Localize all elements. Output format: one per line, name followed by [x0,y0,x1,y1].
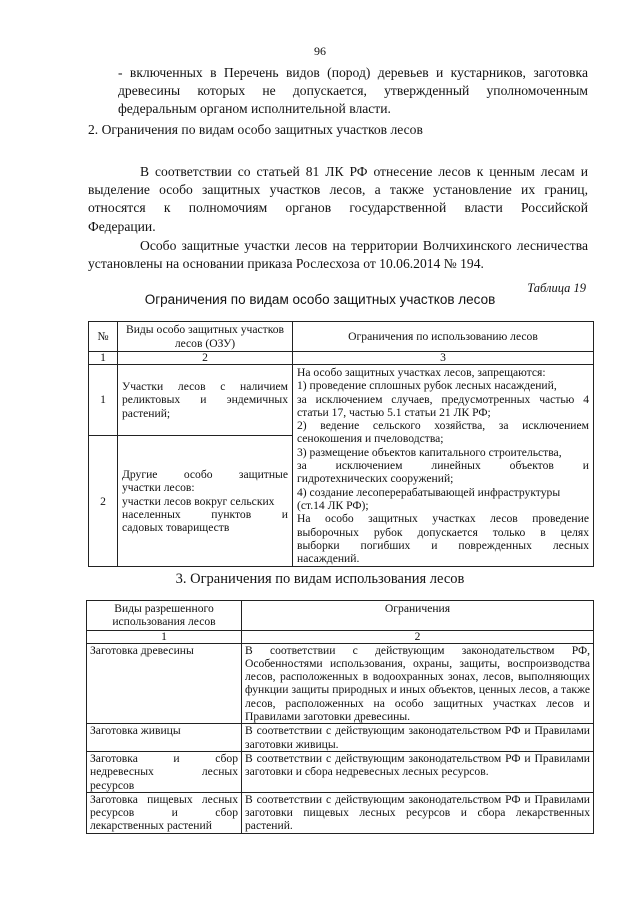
section2-heading: 2. Ограничения по видам особо защитных участков лесов [88,122,423,137]
paragraph-line: В соответствии со статьей 81 ЛК РФ отнесение лесов к ценным лесам и [140,164,588,179]
use-kind: Заготовка и сбор недревесных лесных ресурсов [87,751,242,792]
use-kind: Заготовка древесины [87,643,242,724]
table-header-row [89,322,594,352]
paragraph-line: установлены на основании приказа Рослесхоза от 10.06.2014 № 194. [88,256,484,272]
paragraph-line: Особо защитные участки лесов на территории Волчихинского лесничества [140,238,588,253]
paragraph-line: выделение особо защитных участков лесов, а также установление их границ, [88,182,588,198]
restriction-line: 3) размещение объектов капитального строительства, [297,445,562,459]
column-number: 1 [89,352,118,365]
table-row [89,365,594,436]
table19-title: Ограничения по видам особо защитных участков лесов [144,292,496,307]
restriction-line: 4) создание лесоперерабатывающей инфраструктуры [297,485,561,499]
column-number: 2 [242,630,594,643]
table-row [87,724,594,752]
ozu-type [118,436,293,567]
table-20 [86,600,594,834]
use-restriction: В соответствии с действующим законодательством РФ и Правилами заготовки живицы. [242,724,594,752]
column-number: 3 [293,352,594,365]
restriction-line: сенокошения и пчеловодства; [297,432,444,446]
restriction-line: выборочных рубок допускается только в целях [297,525,589,539]
use-restriction: В соответствии с действующим законодательством РФ и Правилами заготовки пищевых лесных ресурсов и сбора лекарственных растений. [242,792,594,833]
intro-line: федеральным органом исполнительной власти. [118,101,391,117]
table-19 [88,321,594,567]
intro-line: древесины которых не допускается, утвержденный уполномоченным [118,83,588,99]
ozu-type-line: участки лесов вокруг сельских [122,494,275,508]
ozu-type-line: участки лесов: [122,481,195,495]
restriction-line: статьи 17, частью 5.1 статьи 21 ЛК РФ; [297,405,491,419]
column-number: 1 [87,630,242,643]
ozu-type-line: населенных пунктов и [122,508,288,521]
ozu-type: Участки лесов с наличием реликтовых и эндемичных растений; [118,365,293,436]
restriction-line: выборки погибших и поврежденных лесных [297,538,589,552]
intro-line: - включенных в Перечень видов (пород) деревьев и кустарников, заготовка [118,65,588,80]
header-ozu-type: Виды особо защитных участков лесов (ОЗУ) [118,322,293,352]
table-header-row [87,601,594,631]
section2-paragraph1 [88,163,588,236]
restriction-line: 2) ведение сельского хозяйства, за исключением [297,419,589,433]
table-row [87,643,594,724]
column-number-row [87,630,594,643]
section2-paragraph2 [88,237,588,273]
restriction-line: за исключением линейных объектов и [297,459,589,473]
table-row [87,792,594,833]
column-number: 2 [118,352,293,365]
header-restrictions: Ограничения по использованию лесов [293,322,594,352]
use-kind: Заготовка живицы [87,724,242,752]
intro-paragraph [118,64,588,119]
section3-heading: 3. Ограничения по видам использования лесов [175,571,465,587]
restriction-line: насаждений. [297,552,360,566]
table-row [87,751,594,792]
use-restriction: В соответствии с действующим законодательством РФ и Правилами заготовки и сбора недревесных лесных ресурсов. [242,751,594,792]
restriction-line: 1) проведение сплошных рубок лесных насаждений, [297,379,557,393]
table19-caption: Таблица 19 [527,281,586,295]
paragraph-line: Федерации. [88,218,156,234]
use-kind: Заготовка пищевых лесных ресурсов и сбор лекарственных растений [87,792,242,833]
header-no: № [89,322,118,352]
header-restrictions: Ограничения [242,601,594,631]
restriction-line: На особо защитных участках лесов проведение [297,512,589,526]
restriction-line: за исключением случаев, предусмотренных частью 4 [297,392,589,406]
ozu-type-line: садовых товариществ [122,521,230,535]
restriction-line: На особо защитных участках лесов, запрещаются: [297,366,546,379]
column-number-row [89,352,594,365]
page-number: 96 [314,44,326,58]
use-restriction: В соответствии с действующим законодательством РФ, Особенностями использования, охраны, защиты, воспроизводства лесов, расположенных в водоохранных зонах, лесов, выполняющих функции защиты природных и иных объектов, ценных лесов, а также лесов, расположенных на особо защитных участках лесов и Правилами заготовки древесины. [242,643,594,724]
restriction-line: (ст.14 ЛК РФ); [297,498,369,512]
ozu-type-line: Другие особо защитные [122,468,288,482]
paragraph-line: относятся к полномочиям органов государственной власти Российской [88,200,588,216]
row-number: 1 [89,365,118,436]
header-use-kind: Виды разрешенного использования лесов [87,601,242,631]
restriction-line: гидротехнических сооружений; [297,472,454,486]
restrictions-cell [293,365,594,567]
row-number: 2 [89,436,118,567]
